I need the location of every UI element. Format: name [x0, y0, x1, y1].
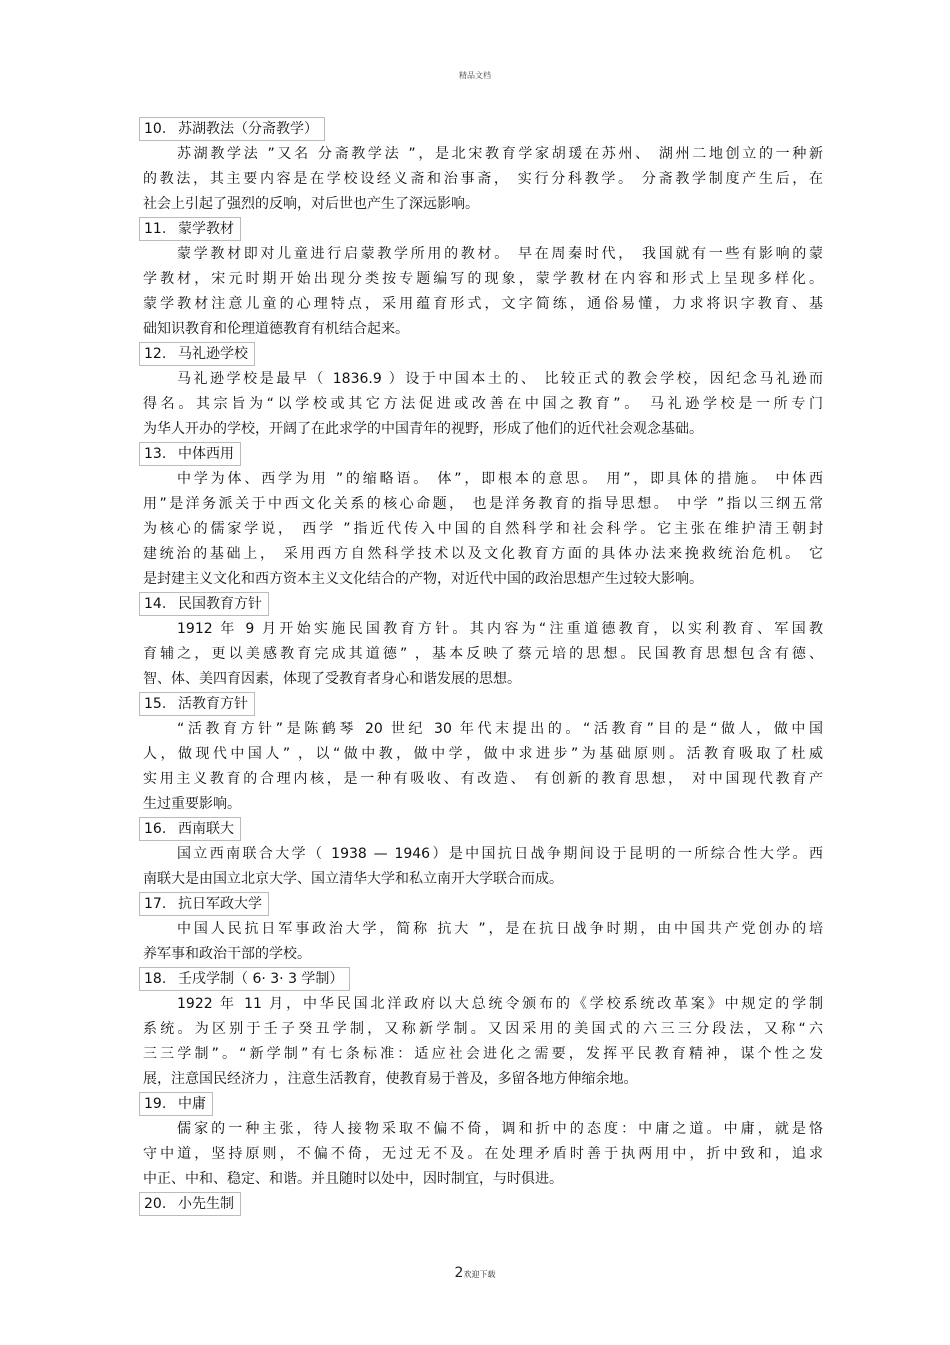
section-title: 抗日军政大学	[178, 896, 262, 912]
section-heading	[143, 967, 823, 992]
paragraph-line: 智、体、美四育因素，体现了受教育者身心和谐发展的思想。	[143, 671, 521, 687]
paragraph-line: 为华人开办的学校，开阔了在此求学的中国青年的视野，形成了他们的近代社会观念基础。	[143, 421, 703, 437]
document-body	[143, 117, 823, 1217]
section-title: 西南联大	[178, 821, 234, 837]
section-title: 苏湖教法（分斋教学）	[178, 121, 318, 137]
paragraph-line: 儒家的一种主张，待人接物采取不偏不倚，调和折中的态度：中庸之道。中庸，就是恪	[177, 1121, 823, 1137]
paragraph-line: 三三学制”。“新学制”有七条标准：适应社会进化之需要，发挥平民教育精神，谋个性之发	[143, 1046, 823, 1062]
paragraph-line: 国立西南联合大学（ 1938 — 1946）是中国抗日战争期间设于昆明的一所综合性大学。西	[177, 846, 823, 862]
paragraph-line: 1912 年 9 月开始实施民国教育方针。其内容为“注重道德教育，以实利教育、军国教	[177, 621, 823, 637]
paragraph-line: 是封建主义文化和西方资本主义文化结合的产物，对近代中国的政治思想产生过较大影响。	[143, 571, 703, 587]
section-heading	[143, 1092, 823, 1117]
section-title: 中体西用	[178, 446, 234, 462]
heading-box	[139, 592, 269, 616]
section-heading	[143, 442, 823, 467]
section-number: 11.	[144, 221, 167, 237]
paragraph-line: 苏湖教学法 ”又名 分斋教学法 ”，是北宋教育学家胡瑗在苏州、 湖州二地创立的一种新	[177, 146, 823, 162]
section-title: 蒙学教材	[178, 221, 234, 237]
section-heading	[143, 892, 823, 917]
heading-box	[139, 692, 255, 716]
heading-box	[139, 442, 241, 466]
paragraph-line: 系统。为区别于壬子癸丑学制，又称新学制。又因采用的美国式的六三三分段法，又称“六	[143, 1021, 823, 1037]
section-title: 壬戌学制（ 6· 3· 3 学制）	[178, 971, 344, 987]
section-number: 19.	[144, 1096, 167, 1112]
section-heading	[143, 692, 823, 717]
section-title: 马礼逊学校	[178, 346, 248, 362]
heading-box	[139, 892, 269, 916]
heading-box	[139, 217, 241, 241]
section-number: 13.	[144, 446, 167, 462]
paragraph-line: 守中道，坚持原则，不偏不倚，无过无不及。在处理矛盾时善于执两用中，折中致和，追求	[143, 1146, 823, 1162]
paragraph-line: 人，做现代中国人” ，以“做中教，做中学，做中求进步”为基础原则。活教育吸取了杜威	[143, 746, 823, 762]
section-heading	[143, 592, 823, 617]
paragraph-line: 实用主义教育的合理内核，是一种有吸收、有改造、 有创新的教育思想， 对中国现代教育产	[143, 771, 823, 787]
heading-box	[139, 967, 350, 991]
section-number: 14.	[144, 596, 167, 612]
paragraph-line: 学教材，宋元时期开始出现分类按专题编写的现象，蒙学教材在内容和形式上呈现多样化。	[143, 271, 823, 287]
heading-box	[139, 342, 255, 366]
section-number: 12.	[144, 346, 167, 362]
paragraph-line: 养军事和政治干部的学校。	[143, 946, 311, 962]
paragraph-line: 的教法，其主要内容是在学校设经义斋和治事斋， 实行分科教学。 分斋教学制度产生后，在	[143, 171, 823, 187]
section-number: 20.	[144, 1196, 167, 1212]
footer-label: 欢迎下载	[463, 1270, 496, 1279]
heading-box	[139, 117, 325, 141]
page-footer	[0, 1262, 950, 1281]
paragraph-line: 马礼逊学校是最早（ 1836.9 ）设于中国本土的、 比较正式的教会学校，因纪念马礼逊而	[177, 371, 823, 387]
paragraph-line: 蒙学教材注意儿童的心理特点，采用蕴育形式，文字简练，通俗易懂，力求将识字教育、基	[143, 296, 823, 312]
paragraph-line: “活教育方针”是陈鹤琴 20 世纪 30 年代末提出的。“活教育”目的是“做人，做中国	[177, 721, 823, 737]
paragraph-line: 中学为体、西学为用 ”的缩略语。 体”，即根本的意思。 用”，即具体的措施。 中体西	[177, 471, 823, 487]
paragraph-line: 础知识教育和伦理道德教育有机结合起来。	[143, 321, 409, 337]
paragraph-line: 为核心的儒家学说， 西学 ”指近代传入中国的自然科学和社会科学。它主张在维护清王朝封	[143, 521, 823, 537]
section-number: 10.	[144, 121, 167, 137]
section-number: 15.	[144, 696, 167, 712]
section-title: 活教育方针	[178, 696, 248, 712]
page-number: 2	[454, 1265, 464, 1281]
section-number: 16.	[144, 821, 167, 837]
paragraph-line: 育辅之，更以美感教育完成其道德” ，基本反映了蔡元培的思想。民国教育思想包含有德、	[143, 646, 823, 662]
paragraph-line: 建统治的基础上， 采用西方自然科学技术以及文化教育方面的具体办法来挽救统治危机。 它	[143, 546, 823, 562]
paragraph-line: 1922 年 11 月，中华民国北洋政府以大总统令颁布的《学校系统改革案》中规定的学制	[177, 996, 823, 1012]
paragraph-line: 社会上引起了强烈的反响，对后世也产生了深远影响。	[143, 196, 479, 212]
paragraph-line: 生过重要影响。	[143, 796, 241, 812]
section-heading	[143, 342, 823, 367]
section-heading	[143, 117, 823, 142]
paragraph-line: 中正、中和、稳定、和谐。并且随时以处中，因时制宜，与时俱进。	[143, 1171, 563, 1187]
header-watermark: 精品文档	[459, 71, 491, 80]
section-title: 中庸	[178, 1096, 206, 1112]
paragraph-line: 蒙学教材即对儿童进行启蒙教学所用的教材。 早在周秦时代， 我国就有一些有影响的蒙	[177, 246, 823, 262]
heading-box	[139, 1092, 213, 1116]
paragraph-line: 南联大是由国立北京大学、国立清华大学和私立南开大学联合而成。	[143, 871, 563, 887]
section-heading	[143, 217, 823, 242]
heading-box	[139, 817, 241, 841]
paragraph-line: 得名。其宗旨为“以学校或其它方法促进或改善在中国之教育”。 马礼逊学校是一所专门	[143, 396, 823, 412]
section-title: 小先生制	[178, 1196, 234, 1212]
section-heading	[143, 817, 823, 842]
section-title: 民国教育方针	[178, 596, 262, 612]
section-number: 18.	[144, 971, 167, 987]
paragraph-line: 展，注意国民经济力 ，注意生活教育，使教育易于普及，多留各地方伸缩余地。	[143, 1071, 638, 1087]
paragraph-line: 用”是洋务派关于中西文化关系的核心命题， 也是洋务教育的指导思想。 中学 ”指以三纲五常	[143, 496, 823, 512]
section-number: 17.	[144, 896, 167, 912]
section-heading	[143, 1192, 823, 1217]
heading-box	[139, 1192, 241, 1216]
paragraph-line: 中国人民抗日军事政治大学，简称 抗大 ”，是在抗日战争时期，由中国共产党创办的培	[177, 921, 823, 937]
